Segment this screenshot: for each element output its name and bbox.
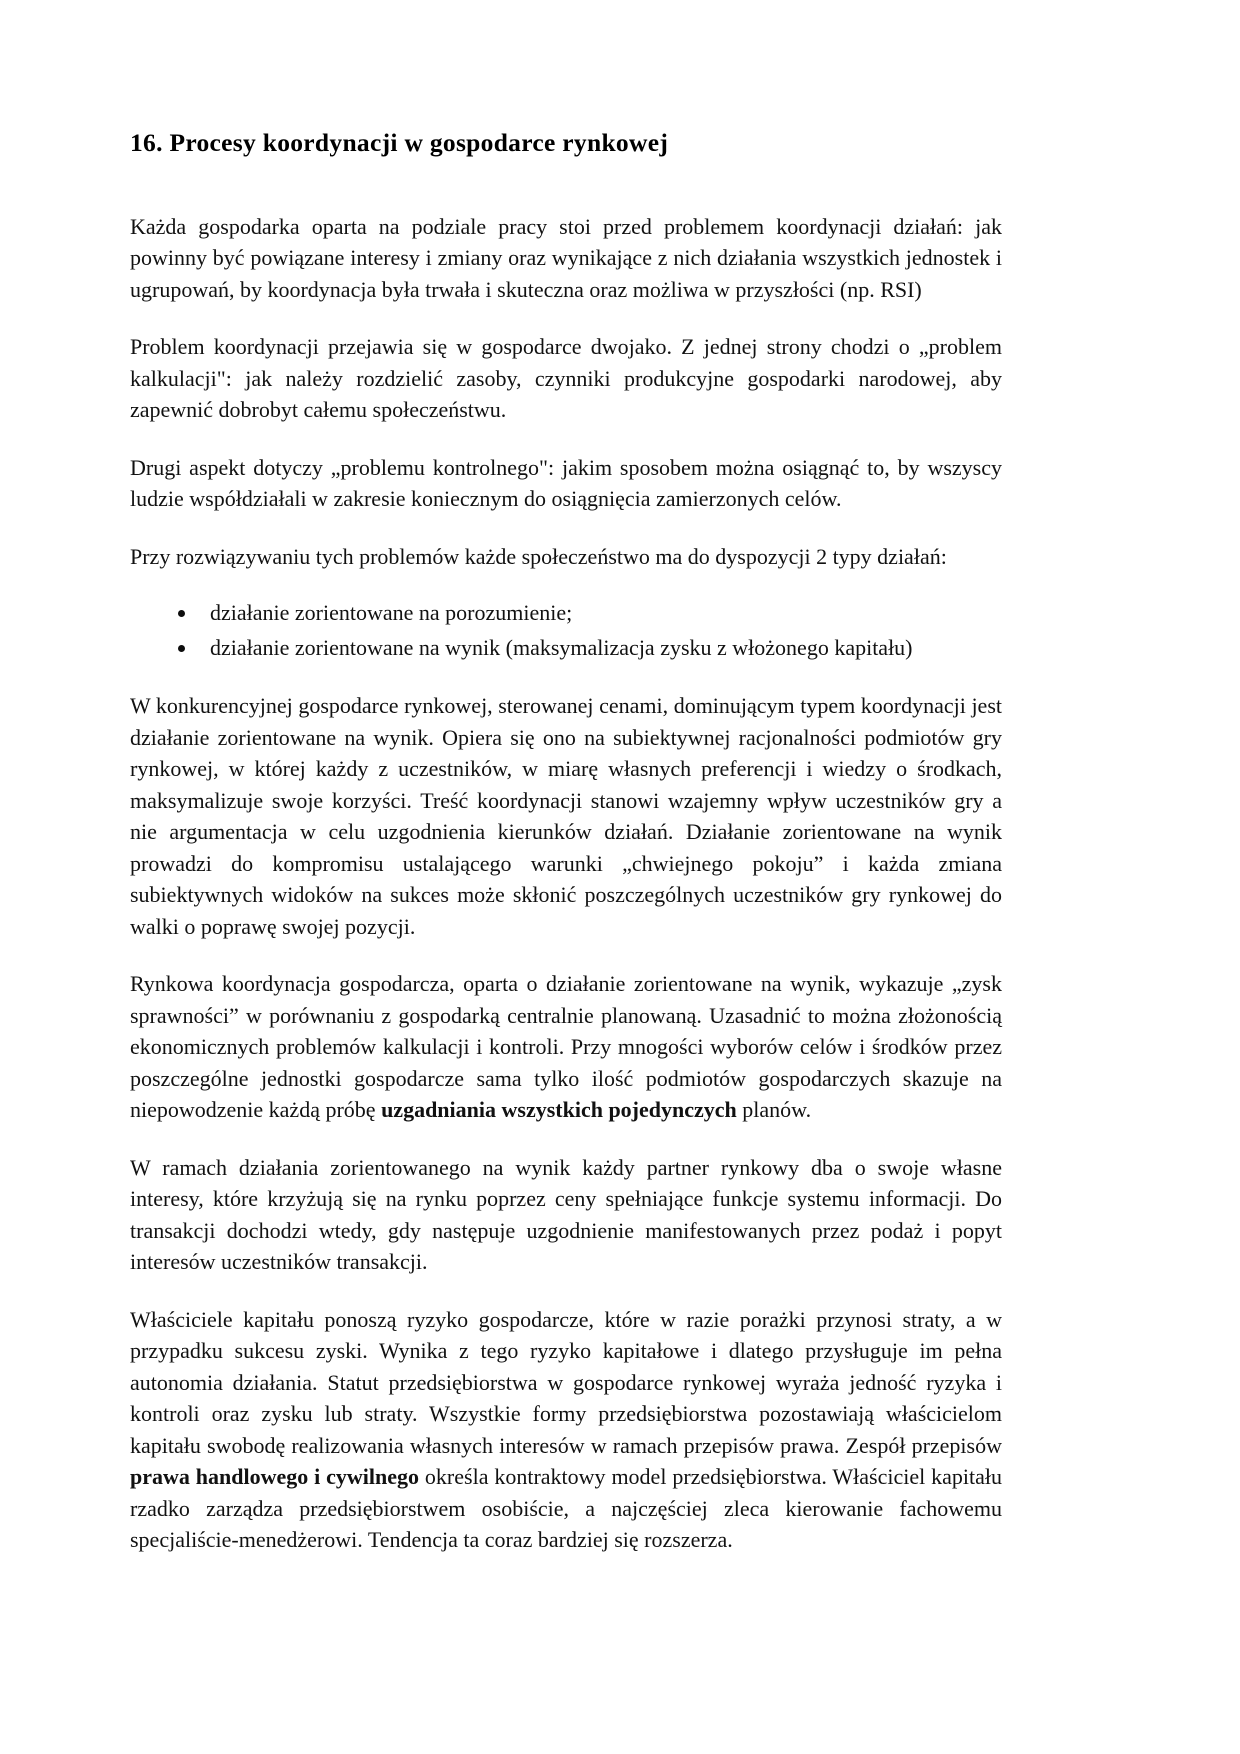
paragraph-market-partner-interests: W ramach działania zorientowanego na wynik każdy partner rynkowy dba o swoje własne interesy, które krzyżują się na rynku poprzez ceny spełniające funkcje systemu informacji. Do transakcji dochodzi wtedy, gdy następuje uzgodnienie manifestowanych przez podaż i popyt interesów uczestników transakcji.	[130, 1154, 1002, 1275]
list-item: działanie zorientowane na wynik (maksymalizacja zysku z włożonego kapitału)	[174, 631, 1002, 664]
list-item: działanie zorientowane na porozumienie;	[174, 596, 1002, 629]
paragraph-result-oriented-coordination: W konkurencyjnej gospodarce rynkowej, sterowanej cenami, dominującym typem koordynacji jest działanie zorientowane na wynik. Opiera się ono na subiektywnej racjonalności podmiotów gry rynkowej, w której każdy z uczestników, w miarę własnych preferencji i wiedzy o środkach, maksymalizuje swoje korzyści. Treść koordynacji stanowi wzajemny wpływ uczestników gry a nie argumentacja w celu uzgodnienia kierunków działań. Działanie zorientowane na wynik prowadzi do kompromisu ustalającego warunki „chwiejnego pokoju” i każda zmiana subiektywnych widoków na sukces może skłonić poszczególnych uczestników gry rynkowej do walki o poprawę swojej pozycji.	[130, 693, 1002, 939]
emphasis-prawa-handlowego: prawa handlowego i cywilnego	[130, 1464, 420, 1490]
paragraph-capital-owners-risk	[130, 1304, 1002, 1556]
paragraph-text-segment: planów.	[736, 1097, 812, 1123]
paragraph-calculation-problem: Problem koordynacji przejawia się w gospodarce dwojako. Z jednej strony chodzi o „problem kalkulacji": jak należy rozdzielić zasoby, czynniki produkcyjne gospodarki narodowej, aby zapewnić dobrobyt całemu społeczeństwu.	[130, 334, 1002, 423]
paragraph-control-problem: Drugi aspekt dotyczy „problemu kontrolnego": jakim sposobem można osiągnąć to, by wszyscy ludzie współdziałali w zakresie koniecznym do osiągnięcia zamierzonych celów.	[130, 454, 1002, 512]
paragraph-text-segment: Rynkowa koordynacja gospodarcza, oparta o działanie zorientowane na wynik, wykazuje „zysk sprawności” w porównaniu z gospodarką centralnie planowaną. Uzasadnić to można złożonością ekonomicznych problemów kalkulacji i kontroli. Przy mnogości wyborów celów i środków przez poszczególne jednostki gospodarcze sama tylko ilość podmiotów gospodarczych skazuje na niepowodzenie każdą próbę	[130, 971, 1002, 1123]
page-title: 16. Procesy koordynacji w gospodarce rynkowej	[130, 128, 669, 157]
paragraph-intro-coordination-problem: Każda gospodarka oparta na podziale pracy stoi przed problemem koordynacji działań: jak powinny być powiązane interesy i zmiany oraz wynikające z nich działania wszystkich jednostek i ugrupowań, by koordynacja była trwała i skuteczna oraz możliwa w przyszłości (np. RSI)	[130, 213, 1002, 302]
paragraph-text-segment: Właściciele kapitału ponoszą ryzyko gospodarcze, które w razie porażki przynosi straty, a w przypadku sukcesu zyski. Wynika z tego ryzyko kapitałowe i dlatego przysługuje im pełna autonomia działania. Statut przedsiębiorstwa w gospodarce rynkowej wyraża jedność ryzyka i kontroli oraz zysku lub straty. Wszystkie formy przedsiębiorstwa pozostawiają właścicielom kapitału swobodę realizowania własnych interesów w ramach przepisów prawa. Zespół przepisów	[130, 1306, 1002, 1458]
paragraph-two-action-types-intro: Przy rozwiązywaniu tych problemów każde społeczeństwo ma do dyspozycji 2 typy działań:	[130, 543, 947, 569]
paragraph-market-coordination-efficiency	[130, 968, 1002, 1126]
action-types-list	[130, 596, 1002, 664]
emphasis-uzgadniania: uzgadniania wszystkich pojedynczych	[381, 1097, 737, 1123]
paragraph-text-segment: określa kontraktowy model przedsiębiorstwa. Właściciel kapitału rzadko zarządza przedsiębiorstwem osobiście, a najczęściej zleca kierowanie fachowemu specjaliście-menedżerowi. Tendencja ta coraz bardziej się rozszerza.	[130, 1464, 1002, 1553]
